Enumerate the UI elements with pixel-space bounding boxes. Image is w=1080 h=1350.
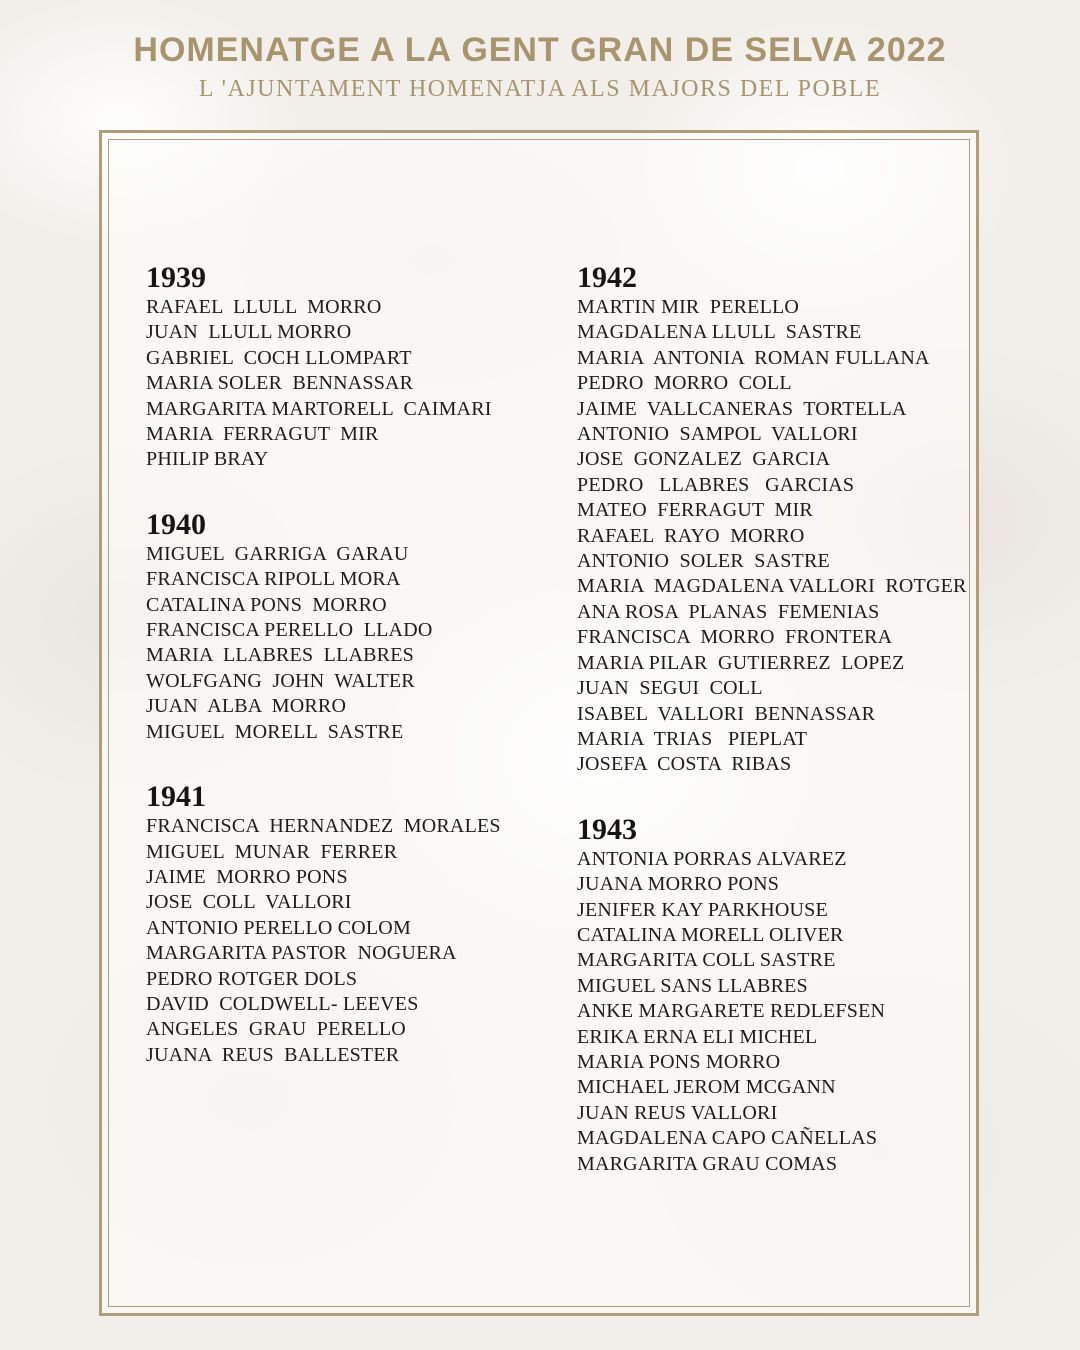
list-item: FRANCISCA PERELLO LLADO — [146, 619, 433, 642]
list-item: MARIA SOLER BENNASSAR — [146, 372, 414, 395]
page-title: HOMENATGE A LA GENT GRAN DE SELVA 2022 — [133, 31, 947, 69]
list-item: MARGARITA PASTOR NOGUERA — [146, 942, 457, 965]
list-item: MARTIN MIR PERELLO — [577, 296, 800, 318]
list-item: ANTONIA PORRAS ALVAREZ — [577, 847, 847, 870]
header — [0, 28, 1080, 104]
list-item: MARGARITA GRAU COMAS — [577, 1152, 838, 1175]
list-item: FRANCISCA MORRO FRONTERA — [577, 626, 893, 649]
page-subtitle: L 'AJUNTAMENT HOMENATJA ALS MAJORS DEL POBLE — [198, 76, 882, 102]
list-item: PHILIP BRAY — [146, 448, 269, 471]
list-item: MIGUEL SANS LLABRES — [577, 974, 808, 997]
list-item: MIGUEL MUNAR FERRER — [146, 840, 398, 863]
name-list — [146, 542, 546, 745]
year-heading: 1943 — [577, 812, 637, 846]
list-item: MARIA ANTONIA ROMAN FULLANA — [577, 346, 930, 369]
list-item: WOLFGANG JOHN WALTER — [146, 669, 415, 692]
year-group — [577, 261, 977, 778]
year-group — [146, 508, 546, 745]
list-item: RAFAEL RAYO MORRO — [577, 524, 805, 547]
list-item: MARIA TRIAS PIEPLAT — [577, 727, 808, 750]
list-item: ANTONIO SAMPOL VALLORI — [577, 423, 858, 446]
list-item: JOSE COLL VALLORI — [146, 891, 352, 914]
list-item: PEDRO LLABRES GARCIAS — [577, 473, 855, 496]
list-item: GABRIEL COCH LLOMPART — [146, 346, 412, 369]
list-item: MAGDALENA LLULL SASTRE — [577, 321, 862, 344]
name-list — [146, 814, 546, 1068]
list-item: JAIME MORRO PONS — [146, 865, 348, 888]
list-item: ISABEL VALLORI BENNASSAR — [577, 702, 876, 725]
list-frame — [99, 130, 979, 1316]
list-item: CATALINA PONS MORRO — [146, 593, 387, 616]
list-item: MATEO FERRAGUT MIR — [577, 499, 813, 522]
list-item: ANTONIO SOLER SASTRE — [577, 550, 830, 573]
list-item: ANA ROSA PLANAS FEMENIAS — [577, 600, 880, 623]
year-heading: 1939 — [146, 261, 206, 294]
list-item: MARIA PILAR GUTIERREZ LOPEZ — [577, 651, 905, 674]
list-item: ERIKA ERNA ELI MICHEL — [577, 1025, 818, 1048]
list-item: PEDRO ROTGER DOLS — [146, 967, 358, 990]
column-left — [146, 261, 546, 1103]
list-item: JUANA REUS BALLESTER — [146, 1043, 400, 1066]
name-list — [146, 295, 546, 473]
year-heading: 1941 — [146, 780, 206, 814]
list-item: JUAN SEGUI COLL — [577, 677, 763, 700]
list-item: FRANCISCA HERNANDEZ MORALES — [146, 815, 501, 838]
list-item: JUAN ALBA MORRO — [146, 695, 347, 718]
list-item: JUAN LLULL MORRO — [146, 321, 352, 344]
list-item: MICHAEL JEROM MCGANN — [577, 1076, 836, 1099]
column-right — [577, 261, 977, 1212]
year-group — [146, 780, 546, 1068]
year-heading: 1940 — [146, 507, 206, 541]
list-item: ANKE MARGARETE REDLEFSEN — [577, 1000, 886, 1023]
list-item: JUANA MORRO PONS — [577, 873, 780, 896]
list-item: JOSE GONZALEZ GARCIA — [577, 448, 831, 471]
list-item: MAGDALENA CAPO CAÑELLAS — [577, 1127, 878, 1150]
year-group — [577, 813, 977, 1177]
name-list — [577, 295, 977, 778]
list-item: DAVID COLDWELL- LEEVES — [146, 992, 419, 1015]
list-item: JUAN REUS VALLORI — [577, 1101, 778, 1124]
list-item: RAFAEL LLULL MORRO — [146, 296, 382, 318]
list-item: MARIA MAGDALENA VALLORI ROTGER — [577, 575, 967, 598]
list-item: JOSEFA COSTA RIBAS — [577, 753, 792, 776]
name-list — [577, 847, 977, 1177]
list-item: PEDRO MORRO COLL — [577, 372, 792, 395]
list-item: MARIA PONS MORRO — [577, 1050, 781, 1073]
list-item: MARIA LLABRES LLABRES — [146, 644, 414, 667]
list-item: MARGARITA MARTORELL CAIMARI — [146, 397, 492, 420]
year-heading: 1942 — [577, 261, 637, 294]
year-group — [146, 261, 546, 473]
list-item: ANTONIO PERELLO COLOM — [146, 916, 411, 939]
list-item: MIGUEL MORELL SASTRE — [146, 720, 404, 743]
list-item: FRANCISCA RIPOLL MORA — [146, 568, 401, 591]
list-item: CATALINA MORELL OLIVER — [577, 923, 844, 946]
list-item: MARIA FERRAGUT MIR — [146, 423, 379, 446]
list-item: JENIFER KAY PARKHOUSE — [577, 898, 828, 921]
list-item: JAIME VALLCANERAS TORTELLA — [577, 397, 907, 420]
list-item: ANGELES GRAU PERELLO — [146, 1018, 406, 1041]
list-item: MIGUEL GARRIGA GARAU — [146, 542, 409, 565]
list-item: MARGARITA COLL SASTRE — [577, 949, 836, 972]
